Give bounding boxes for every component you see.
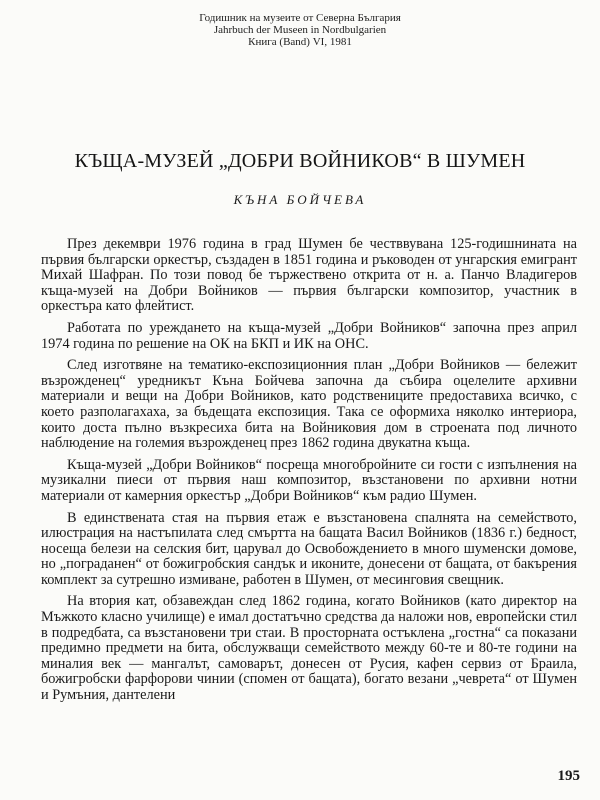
paragraph: В единствената стая на първия етаж е възстановена спалнята на семейството, илюстрация на настъпилата след смъртта на бащата Васил Войников (1836 г.) бедност, носеща белези на селския бит, царувал до Освобождението в много шуменски домове, но „пограданен“ от божигробския сандък и иконите, донесени от бащата, от бакърения комплект за сутрешно измиване, работен в Шумен, от месинговия свещник. [41, 509, 577, 588]
paragraph: На втория кат, обзавеждан след 1862 година, когато Войников (като директор на Мъжкото класно училище) е имал достатъчно средства да наложи нов, европейски стил в подредбата, са възстановени три стаи. В просторната остъклена „гостна“ са показани предимно предмети на бита, обслужващи семейството между 60-те и 80-те години на миналия век — мангалът, самоварът, донесен от Русия, кафен сервиз от Браила, божигробски фарфорови чинии (спомен от бащата), богато везани „чеврета“ от Шумен и Румъния, дантелени [41, 593, 577, 704]
page-number: 195 [557, 768, 580, 784]
running-head-line-2: Jahrbuch der Museen in Nordbulgarien [213, 24, 387, 36]
paragraph: Работата по уреждането на къща-музей „Добри Войников“ започна през април 1974 година по решение на ОК на БКП и ИК на ОНС. [41, 319, 577, 352]
paragraph: През декември 1976 година в град Шумен бе честввувана 125-годишнината на първия български оркестър, създаден в 1851 година и ръководен от унгарския емигрант Михай Шафран. По този повод бе тържествено открита от н. а. Панчо Владигеров къща-музей на Добри Войников — първия български композитор, участник в оркестъра като флейтист. [41, 236, 577, 315]
paragraph: След изготвяне на тематико-експозиционния план „Добри Войников — бележит възрожденец“ уредникът Къна Бойчева започна да събира оцелелите архивни материали и вещи на Добри Войников, като родствениците предоставиха всичко, с което разполагахаха, за бъдещата експозиция. Така се оформиха няколко интериора, които доста пълно възкресиха бита на Войниковия дом в строената под личното наблюдение на големия възрожденец през 1862 година двукатна къща. [41, 357, 577, 452]
article-title: КЪЩА-МУЗЕЙ „ДОБРИ ВОЙНИКОВ“ В ШУМЕН [74, 150, 526, 172]
running-head-line-3: Книга (Band) VI, 1981 [248, 36, 352, 48]
paragraph: Къща-музей „Добри Войников“ посреща многобройните си гости с изпълнения на музикални пиеси от първия наш композитор, възстановени по архивни нотни материали от камерния оркестър „Добри Войников“ към радио Шумен. [41, 456, 577, 504]
article-body [41, 237, 577, 710]
running-head [0, 12, 600, 48]
running-head-line-1: Годишник на музеите от Северна България [199, 12, 401, 24]
article-author: КЪНА БОЙЧЕВА [233, 192, 367, 207]
